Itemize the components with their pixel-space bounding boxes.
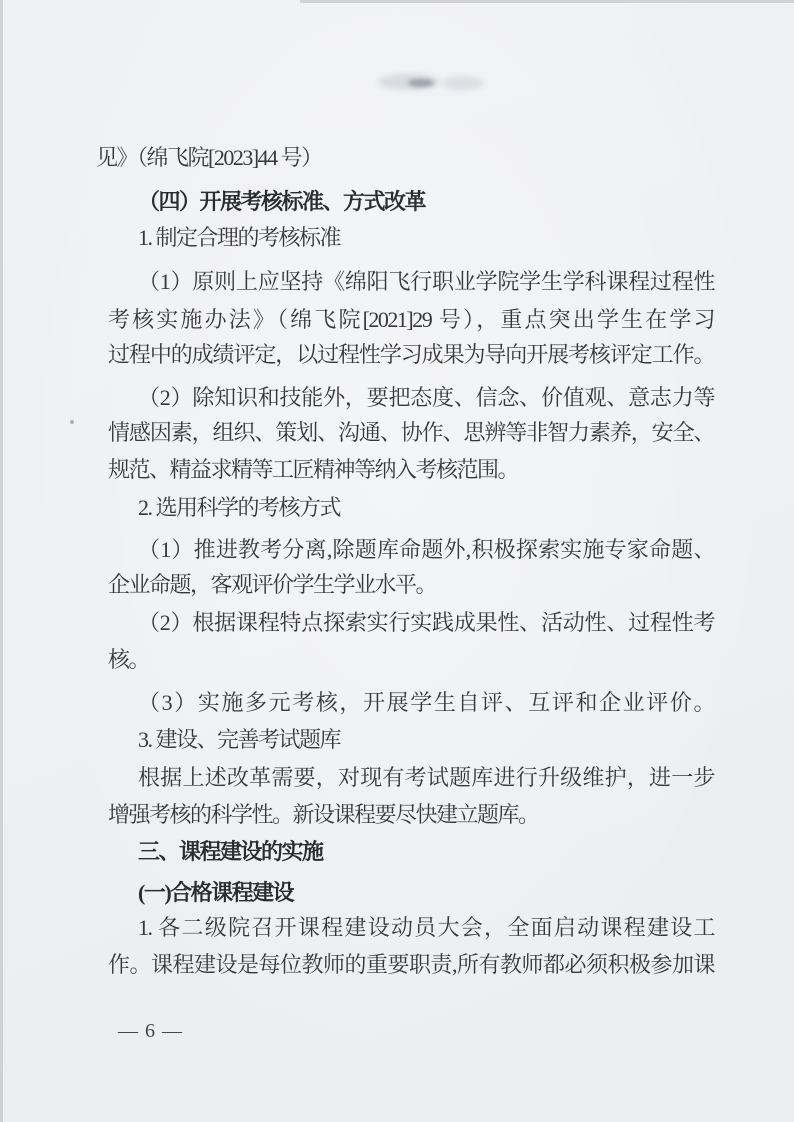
doc-line: （3）实施多元考核，开展学生自评、互评和企业评价。	[138, 690, 714, 715]
doc-line: 1. 各二级院召开课程建设动员大会，全面启动课程建设工	[138, 915, 714, 940]
doc-line: 企业命题，客观评价学生学业水平。	[108, 572, 437, 597]
scan-smudge	[442, 76, 484, 90]
scan-smudge	[408, 79, 434, 87]
heading-course-implementation: 三、课程建设的实施	[138, 839, 323, 864]
doc-line: 规范、精益求精等工匠精神等纳入考核范围。	[108, 457, 519, 482]
doc-line: 考核实施办法》（绵飞院[2021]29 号），重点突出学生在学习	[108, 307, 714, 332]
scan-edge-left	[0, 0, 3, 1122]
doc-line: 见》（绵飞院[2023]44 号）	[96, 145, 322, 170]
doc-line: 增强考核的科学性。新设课程要尽快建立题库。	[108, 802, 539, 827]
doc-line: 核。	[108, 647, 150, 672]
doc-line: 过程中的成绩评定，以过程性学习成果为导向开展考核评定工作。	[108, 342, 714, 367]
doc-line: 作。课程建设是每位教师的重要职责,所有教师都必须积极参加课	[108, 952, 714, 977]
page-number: — 6 —	[118, 1020, 183, 1042]
doc-line: （1）推进教考分离,除题库命题外,积极探索实施专家命题、	[138, 537, 714, 562]
scan-edge-top	[300, 0, 794, 3]
subitem-heading: 1. 制定合理的考核标准	[138, 225, 341, 250]
scan-speck	[70, 420, 74, 424]
heading-assessment-reform: （四）开展考核标准、方式改革	[138, 189, 426, 214]
doc-line: 情感因素，组织、策划、沟通、协作、思辨等非智力素养，安全、	[108, 420, 714, 445]
doc-line: （2）除知识和技能外，要把态度、信念、价值观、意志力等	[138, 385, 714, 410]
heading-qualified-course: (一)合格课程建设	[138, 880, 294, 905]
doc-line: （2）根据课程特点探索实行实践成果性、活动性、过程性考	[138, 610, 714, 635]
doc-line: （1）原则上应坚持《绵阳飞行职业学院学生学科课程过程性	[138, 269, 714, 294]
subitem-heading: 2. 选用科学的考核方式	[138, 495, 341, 520]
doc-line: 根据上述改革需要，对现有考试题库进行升级维护，进一步	[138, 765, 714, 790]
subitem-heading: 3. 建设、完善考试题库	[138, 727, 341, 752]
